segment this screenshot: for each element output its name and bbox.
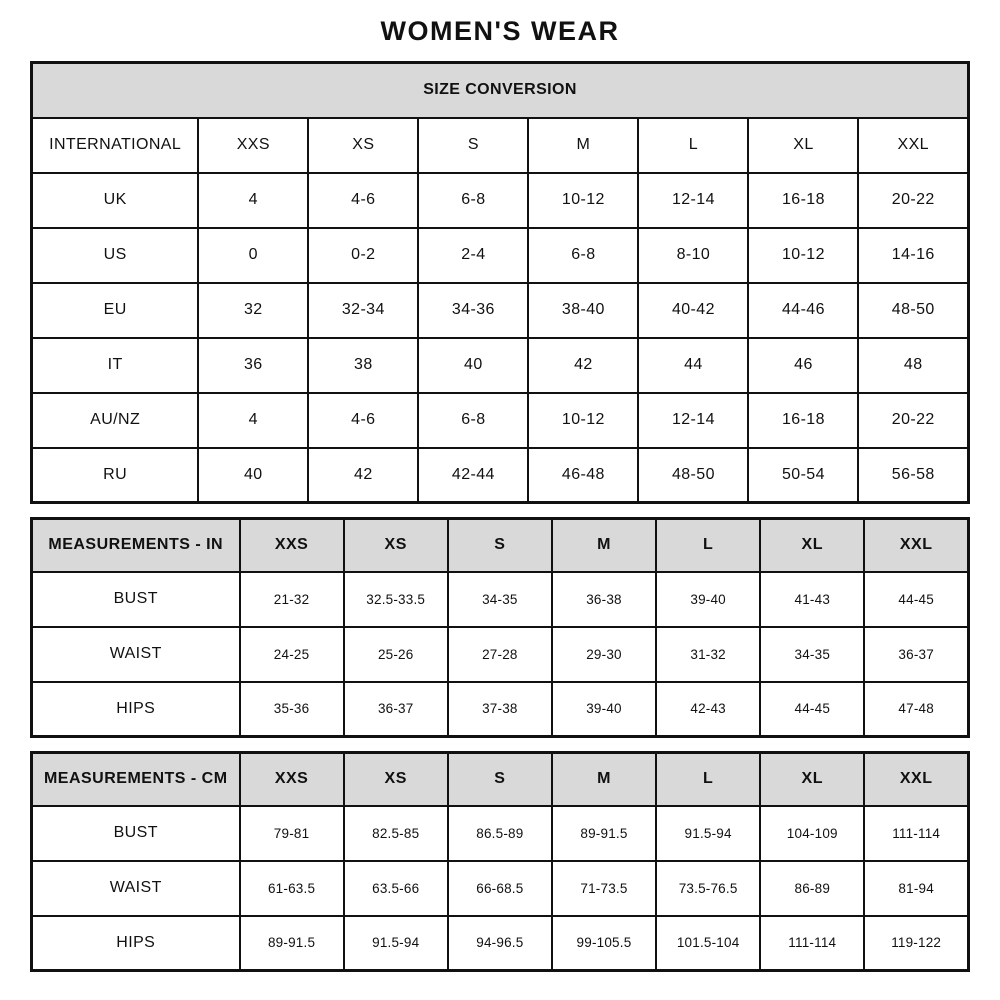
value-cell: 25-26 — [344, 627, 448, 682]
value-cell: 40 — [418, 338, 528, 393]
value-cell: 10-12 — [748, 228, 858, 283]
value-cell: 89-91.5 — [552, 806, 656, 861]
column-header-xl: XL — [760, 519, 864, 572]
value-cell: 8-10 — [638, 228, 748, 283]
value-cell: 21-32 — [240, 572, 344, 627]
table-row-hips — [32, 916, 969, 971]
row-label-us: US — [32, 228, 199, 283]
column-header-xxl: XXL — [864, 519, 968, 572]
value-cell: 86-89 — [760, 861, 864, 916]
column-header-row — [32, 753, 969, 806]
table-row-eu — [32, 283, 969, 338]
row-label-bust: BUST — [32, 806, 240, 861]
value-cell: 38-40 — [528, 283, 638, 338]
column-header-s: S — [418, 118, 528, 173]
value-cell: 46-48 — [528, 448, 638, 503]
value-cell: 6-8 — [528, 228, 638, 283]
value-cell: 37-38 — [448, 682, 552, 737]
value-cell: 50-54 — [748, 448, 858, 503]
table-row-bust — [32, 572, 969, 627]
column-header-l: L — [656, 519, 760, 572]
column-header-xxs: XXS — [240, 519, 344, 572]
column-header-xxs: XXS — [198, 118, 308, 173]
value-cell: 63.5-66 — [344, 861, 448, 916]
value-cell: 111-114 — [864, 806, 968, 861]
value-cell: 101.5-104 — [656, 916, 760, 971]
column-header-xs: XS — [308, 118, 418, 173]
table-row-it — [32, 338, 969, 393]
row-label-eu: EU — [32, 283, 199, 338]
value-cell: 82.5-85 — [344, 806, 448, 861]
value-cell: 71-73.5 — [552, 861, 656, 916]
table-row-hips — [32, 682, 969, 737]
value-cell: 61-63.5 — [240, 861, 344, 916]
value-cell: 4-6 — [308, 393, 418, 448]
measurements-cm-table — [30, 751, 970, 972]
value-cell: 6-8 — [418, 393, 528, 448]
value-cell: 0-2 — [308, 228, 418, 283]
value-cell: 34-36 — [418, 283, 528, 338]
column-header-measurements-in: MEASUREMENTS - IN — [32, 519, 240, 572]
value-cell: 39-40 — [656, 572, 760, 627]
value-cell: 34-35 — [760, 627, 864, 682]
row-label-it: IT — [32, 338, 199, 393]
value-cell: 0 — [198, 228, 308, 283]
value-cell: 86.5-89 — [448, 806, 552, 861]
value-cell: 38 — [308, 338, 418, 393]
value-cell: 39-40 — [552, 682, 656, 737]
value-cell: 6-8 — [418, 173, 528, 228]
column-header-m: M — [528, 118, 638, 173]
value-cell: 42-44 — [418, 448, 528, 503]
value-cell: 48-50 — [858, 283, 968, 338]
value-cell: 36-38 — [552, 572, 656, 627]
value-cell: 44-45 — [760, 682, 864, 737]
value-cell: 16-18 — [748, 393, 858, 448]
value-cell: 56-58 — [858, 448, 968, 503]
row-label-uk: UK — [32, 173, 199, 228]
value-cell: 16-18 — [748, 173, 858, 228]
column-header-xxs: XXS — [240, 753, 344, 806]
value-cell: 27-28 — [448, 627, 552, 682]
value-cell: 91.5-94 — [344, 916, 448, 971]
value-cell: 32.5-33.5 — [344, 572, 448, 627]
column-header-row — [32, 118, 969, 173]
value-cell: 10-12 — [528, 173, 638, 228]
value-cell: 111-114 — [760, 916, 864, 971]
column-header-l: L — [638, 118, 748, 173]
value-cell: 32-34 — [308, 283, 418, 338]
value-cell: 48-50 — [638, 448, 748, 503]
column-header-xxl: XXL — [864, 753, 968, 806]
column-header-xs: XS — [344, 753, 448, 806]
value-cell: 66-68.5 — [448, 861, 552, 916]
table-row-ru — [32, 448, 969, 503]
column-header-s: S — [448, 753, 552, 806]
value-cell: 36-37 — [344, 682, 448, 737]
row-label-hips: HIPS — [32, 682, 240, 737]
value-cell: 44-46 — [748, 283, 858, 338]
row-label-bust: BUST — [32, 572, 240, 627]
value-cell: 42 — [528, 338, 638, 393]
table-title-size-conversion: SIZE CONVERSION — [32, 63, 969, 118]
value-cell: 29-30 — [552, 627, 656, 682]
value-cell: 44 — [638, 338, 748, 393]
row-label-au-nz: AU/NZ — [32, 393, 199, 448]
value-cell: 99-105.5 — [552, 916, 656, 971]
size-conversion-table — [30, 61, 970, 504]
value-cell: 42 — [308, 448, 418, 503]
value-cell: 4 — [198, 393, 308, 448]
value-cell: 81-94 — [864, 861, 968, 916]
value-cell: 20-22 — [858, 173, 968, 228]
value-cell: 89-91.5 — [240, 916, 344, 971]
value-cell: 24-25 — [240, 627, 344, 682]
value-cell: 40-42 — [638, 283, 748, 338]
table-row-us — [32, 228, 969, 283]
value-cell: 12-14 — [638, 393, 748, 448]
value-cell: 10-12 — [528, 393, 638, 448]
value-cell: 41-43 — [760, 572, 864, 627]
column-header-m: M — [552, 519, 656, 572]
table-row-bust — [32, 806, 969, 861]
value-cell: 36-37 — [864, 627, 968, 682]
column-header-measurements-cm: MEASUREMENTS - CM — [32, 753, 240, 806]
table-title-row — [32, 63, 969, 118]
table-row-uk — [32, 173, 969, 228]
column-header-s: S — [448, 519, 552, 572]
table-row-waist — [32, 627, 969, 682]
column-header-xxl: XXL — [858, 118, 968, 173]
row-label-waist: WAIST — [32, 861, 240, 916]
measurements-in-table — [30, 517, 970, 738]
row-label-waist: WAIST — [32, 627, 240, 682]
value-cell: 4-6 — [308, 173, 418, 228]
table-row-au-nz — [32, 393, 969, 448]
page-title: WOMEN'S WEAR — [380, 16, 620, 46]
table-row-waist — [32, 861, 969, 916]
column-header-l: L — [656, 753, 760, 806]
value-cell: 42-43 — [656, 682, 760, 737]
column-header-xl: XL — [760, 753, 864, 806]
value-cell: 2-4 — [418, 228, 528, 283]
value-cell: 20-22 — [858, 393, 968, 448]
value-cell: 31-32 — [656, 627, 760, 682]
value-cell: 119-122 — [864, 916, 968, 971]
value-cell: 94-96.5 — [448, 916, 552, 971]
value-cell: 12-14 — [638, 173, 748, 228]
value-cell: 73.5-76.5 — [656, 861, 760, 916]
row-label-ru: RU — [32, 448, 199, 503]
column-header-xl: XL — [748, 118, 858, 173]
value-cell: 44-45 — [864, 572, 968, 627]
value-cell: 35-36 — [240, 682, 344, 737]
value-cell: 104-109 — [760, 806, 864, 861]
value-cell: 40 — [198, 448, 308, 503]
value-cell: 36 — [198, 338, 308, 393]
value-cell: 4 — [198, 173, 308, 228]
value-cell: 34-35 — [448, 572, 552, 627]
value-cell: 79-81 — [240, 806, 344, 861]
column-header-international: INTERNATIONAL — [32, 118, 199, 173]
value-cell: 32 — [198, 283, 308, 338]
value-cell: 48 — [858, 338, 968, 393]
value-cell: 46 — [748, 338, 858, 393]
row-label-hips: HIPS — [32, 916, 240, 971]
column-header-row — [32, 519, 969, 572]
value-cell: 47-48 — [864, 682, 968, 737]
column-header-m: M — [552, 753, 656, 806]
value-cell: 91.5-94 — [656, 806, 760, 861]
value-cell: 14-16 — [858, 228, 968, 283]
column-header-xs: XS — [344, 519, 448, 572]
